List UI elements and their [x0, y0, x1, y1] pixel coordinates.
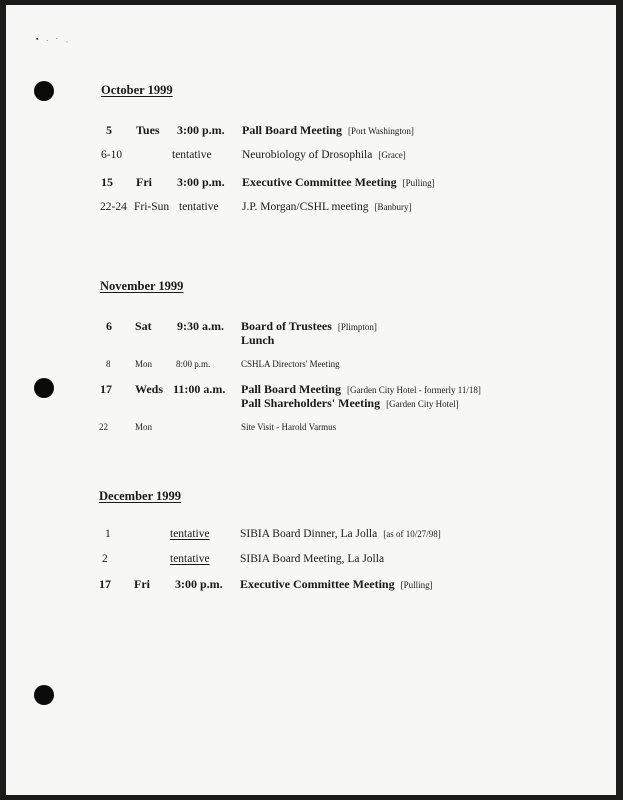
row-event: SIBIA Board Meeting, La Jolla — [240, 553, 385, 565]
row-day: Mon — [135, 422, 153, 432]
row-day: Weds — [135, 382, 164, 396]
row-time: 3:00 p.m. — [177, 175, 225, 189]
row-event — [242, 201, 412, 213]
row-date: 22 — [99, 422, 108, 432]
event-title: J.P. Morgan/CSHL meeting — [242, 201, 369, 213]
event-title: Pall Board Meeting — [241, 382, 341, 396]
row-time: 11:00 a.m. — [173, 382, 226, 396]
row-status: tentative — [170, 553, 210, 565]
event-note: [Garden City Hotel - formerly 11/18] — [346, 385, 481, 395]
event-title: Neurobiology of Drosophila — [242, 149, 373, 161]
row-date: 8 — [106, 359, 111, 369]
event-note: [Garden City Hotel] — [386, 399, 459, 409]
event-note: [Pulling] — [402, 178, 435, 188]
row-day: Tues — [136, 123, 160, 137]
row-event: Site Visit - Harold Varmus — [241, 422, 337, 432]
punch-hole-bottom — [34, 685, 54, 705]
row-date: 5 — [106, 123, 112, 137]
row-status: tentative — [179, 201, 219, 213]
row-status: tentative — [172, 149, 212, 161]
row-date: 1 — [105, 528, 111, 540]
row-date: 17 — [99, 577, 111, 591]
row-event — [242, 149, 406, 161]
row-date: 17 — [100, 382, 112, 396]
month-heading-october: October 1999 — [101, 83, 173, 97]
event-title: Pall Shareholders' Meeting — [241, 396, 381, 410]
event-title: SIBIA Board Dinner, La Jolla — [240, 528, 378, 540]
document-page — [6, 5, 616, 795]
row-event — [242, 175, 435, 190]
row-event — [240, 577, 433, 592]
row-event — [241, 319, 377, 334]
row-status: tentative — [170, 528, 210, 540]
row-event — [242, 123, 414, 138]
event-title: Executive Committee Meeting — [240, 577, 395, 591]
row-time: 9:30 a.m. — [177, 319, 224, 333]
row-date: 2 — [102, 553, 108, 565]
row-time: 3:00 p.m. — [175, 577, 223, 591]
event-note: [Port Washington] — [347, 126, 414, 136]
punch-hole-middle — [34, 378, 54, 398]
month-heading-december: December 1999 — [99, 489, 182, 503]
event-note: [Pulling] — [400, 580, 433, 590]
event-note: [Banbury] — [374, 202, 412, 212]
row-time: 3:00 p.m. — [177, 123, 225, 137]
row-day: Fri-Sun — [134, 201, 170, 213]
event-note: [Plimpton] — [337, 322, 377, 332]
row-day: Mon — [135, 359, 153, 369]
row-day: Sat — [135, 319, 152, 333]
row-day: Fri — [134, 577, 150, 591]
event-note: [as of 10/27/98] — [383, 529, 441, 539]
punch-hole-top — [34, 81, 54, 101]
row-event — [241, 382, 481, 397]
row-date: 22-24 — [100, 201, 127, 213]
row-time: 8:00 p.m. — [176, 359, 211, 369]
row-day: Fri — [136, 175, 152, 189]
month-heading-november: November 1999 — [100, 279, 184, 293]
row-event-second-line — [241, 396, 459, 411]
event-note: [Grace] — [378, 150, 406, 160]
event-title: Pall Board Meeting — [242, 123, 342, 137]
row-date: 15 — [101, 175, 113, 189]
event-title: Executive Committee Meeting — [242, 175, 397, 189]
row-date: 6-10 — [101, 149, 123, 161]
row-event-second-line: Lunch — [241, 333, 275, 347]
event-title: Board of Trustees — [241, 319, 332, 333]
top-marks: ▪ . · ˎ — [36, 35, 72, 43]
row-event — [240, 528, 441, 540]
row-event: CSHLA Directors' Meeting — [241, 359, 340, 369]
row-date: 6 — [106, 319, 112, 333]
